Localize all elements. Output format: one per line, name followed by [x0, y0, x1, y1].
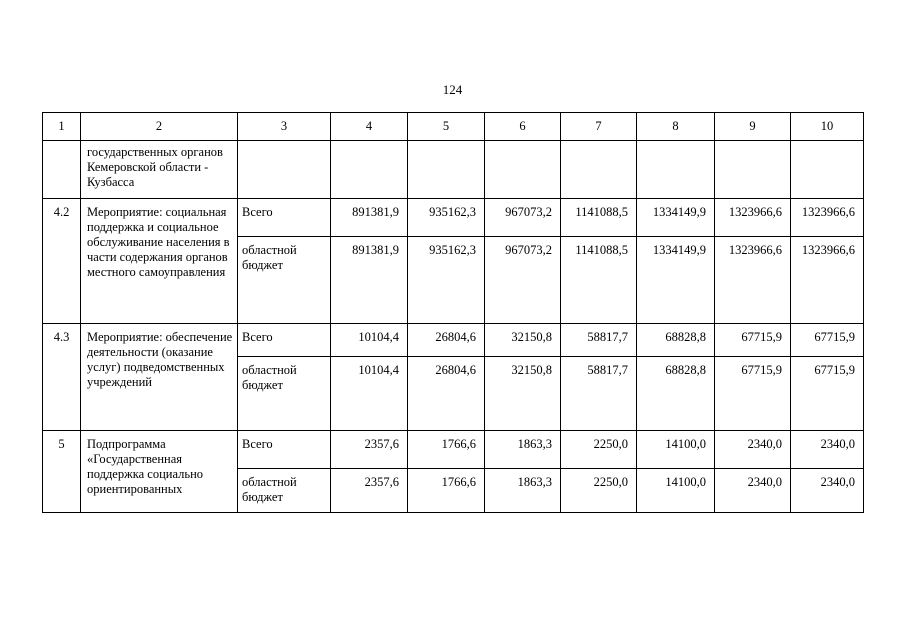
value-cell: 1766,6 — [408, 469, 485, 513]
page-number: 124 — [442, 82, 463, 97]
value-cell: 26804,6 — [408, 357, 485, 431]
table-cell — [331, 141, 408, 199]
value-cell: 1334149,9 — [637, 237, 715, 324]
item-number: 4.3 — [43, 324, 81, 431]
table-cell — [238, 141, 331, 199]
column-header: 7 — [561, 113, 637, 141]
value-cell: 1141088,5 — [561, 199, 637, 237]
value-cell: 58817,7 — [561, 324, 637, 357]
value-cell: 1141088,5 — [561, 237, 637, 324]
value-cell: 2340,0 — [791, 469, 864, 513]
value-cell: 68828,8 — [637, 324, 715, 357]
value-cell: 1323966,6 — [791, 199, 864, 237]
value-cell: 68828,8 — [637, 357, 715, 431]
value-cell: 1323966,6 — [715, 199, 791, 237]
funding-type: областной бюджет — [238, 469, 331, 513]
value-cell: 935162,3 — [408, 237, 485, 324]
table-row — [43, 431, 864, 469]
value-cell: 67715,9 — [715, 324, 791, 357]
value-cell: 1766,6 — [408, 431, 485, 469]
funding-type: Всего — [238, 324, 331, 357]
value-cell: 1323966,6 — [715, 237, 791, 324]
budget-table — [42, 112, 864, 513]
value-cell: 2340,0 — [715, 469, 791, 513]
table-cell — [791, 141, 864, 199]
column-header-row — [43, 113, 864, 141]
column-header: 6 — [485, 113, 561, 141]
column-header: 3 — [238, 113, 331, 141]
column-header: 4 — [331, 113, 408, 141]
funding-type: Всего — [238, 431, 331, 469]
table-cell — [43, 141, 81, 199]
value-cell: 67715,9 — [791, 357, 864, 431]
value-cell: 67715,9 — [715, 357, 791, 431]
value-cell: 67715,9 — [791, 324, 864, 357]
value-cell: 1863,3 — [485, 469, 561, 513]
item-name: Мероприятие: обеспечение деятельности (оказание услуг) подведомственных учреждений — [81, 324, 238, 431]
table-cell — [715, 141, 791, 199]
table-cell — [561, 141, 637, 199]
value-cell: 1323966,6 — [791, 237, 864, 324]
value-cell: 967073,2 — [485, 237, 561, 324]
value-cell: 891381,9 — [331, 237, 408, 324]
table-cell — [485, 141, 561, 199]
item-number: 5 — [43, 431, 81, 513]
value-cell: 32150,8 — [485, 357, 561, 431]
item-name: Мероприятие: социальная поддержка и социальное обслуживание населения в части содержания органов местного самоуправления — [81, 199, 238, 324]
column-header: 9 — [715, 113, 791, 141]
continuation-row — [43, 141, 864, 199]
column-header: 5 — [408, 113, 485, 141]
value-cell: 935162,3 — [408, 199, 485, 237]
value-cell: 14100,0 — [637, 469, 715, 513]
column-header: 2 — [81, 113, 238, 141]
table-row — [43, 324, 864, 357]
value-cell: 891381,9 — [331, 199, 408, 237]
item-number: 4.2 — [43, 199, 81, 324]
value-cell: 2340,0 — [791, 431, 864, 469]
funding-type: областной бюджет — [238, 357, 331, 431]
value-cell: 26804,6 — [408, 324, 485, 357]
value-cell: 2357,6 — [331, 469, 408, 513]
column-header: 10 — [791, 113, 864, 141]
value-cell: 32150,8 — [485, 324, 561, 357]
item-name: Подпрограмма «Государственная поддержка социально ориентированных — [81, 431, 238, 513]
value-cell: 2250,0 — [561, 469, 637, 513]
table-row — [43, 199, 864, 237]
table-cell — [408, 141, 485, 199]
value-cell: 10104,4 — [331, 324, 408, 357]
funding-type: областной бюджет — [238, 237, 331, 324]
column-header: 8 — [637, 113, 715, 141]
value-cell: 14100,0 — [637, 431, 715, 469]
value-cell: 58817,7 — [561, 357, 637, 431]
value-cell: 967073,2 — [485, 199, 561, 237]
table-cell — [637, 141, 715, 199]
value-cell: 10104,4 — [331, 357, 408, 431]
value-cell: 1334149,9 — [637, 199, 715, 237]
column-header: 1 — [43, 113, 81, 141]
value-cell: 2340,0 — [715, 431, 791, 469]
value-cell: 2357,6 — [331, 431, 408, 469]
value-cell: 1863,3 — [485, 431, 561, 469]
funding-type: Всего — [238, 199, 331, 237]
value-cell: 2250,0 — [561, 431, 637, 469]
item-name: государственных органов Кемеровской области - Кузбасса — [81, 141, 238, 199]
